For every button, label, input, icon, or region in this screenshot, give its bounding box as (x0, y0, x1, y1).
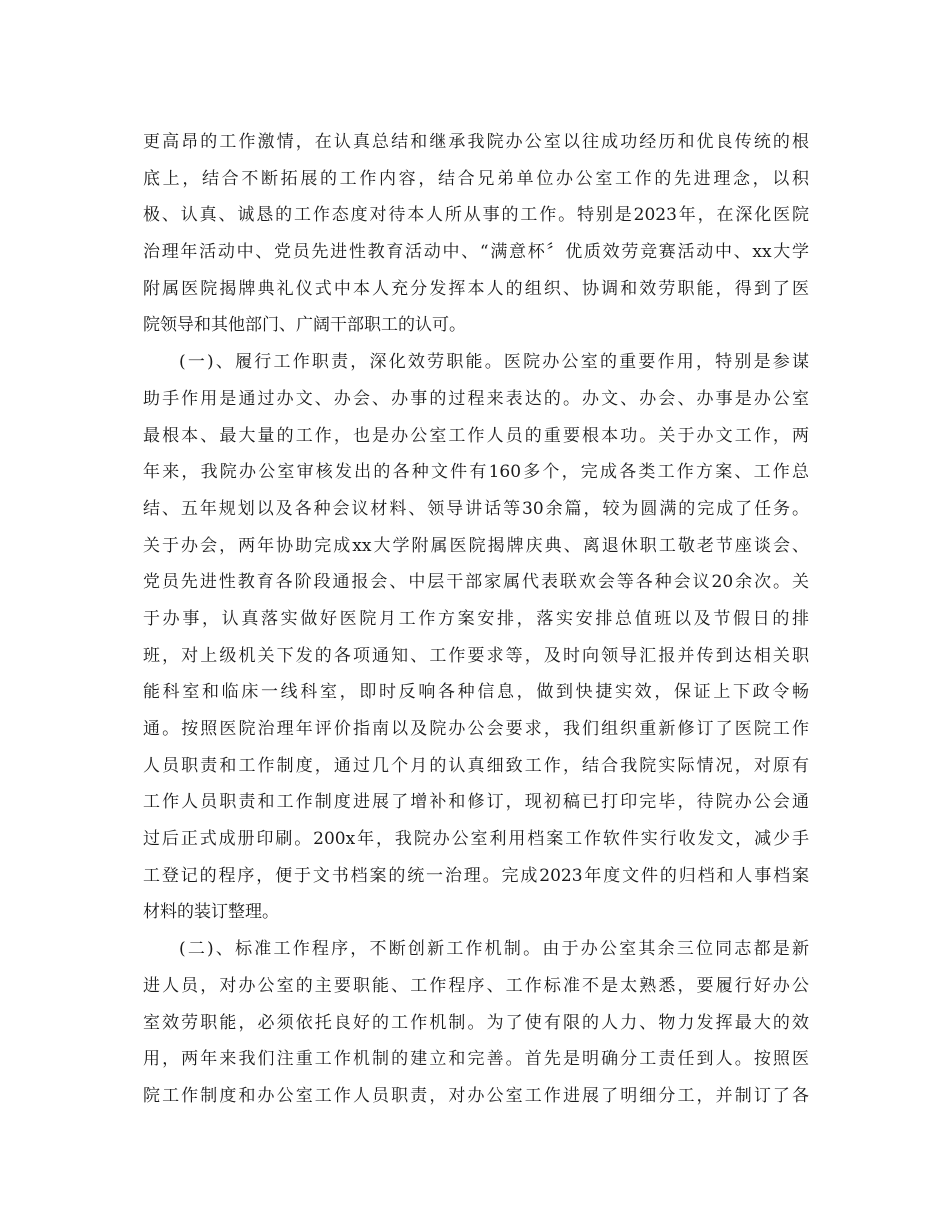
text-line: 关于办会，两年协助完成xx大学附属医院揭牌庆典、离退休职工敬老节座谈会、 (143, 535, 809, 556)
text-line-first: (一)、履行工作职责，深化效劳职能。医院办公室的重要作用，特别是参谋 (179, 352, 809, 373)
text-line: 于办事，认真落实做好医院月工作方案安排，落实安排总值班以及节假日的排 (143, 608, 809, 629)
text-line: 院工作制度和办公室工作人员职责，对办公室工作进展了明细分工，并制订了各 (143, 1085, 809, 1106)
text-line: 通。按照医院治理年评价指南以及院办公会要求，我们组织重新修订了医院工作 (143, 719, 809, 739)
text-line: 更高昂的工作激情，在认真总结和继承我院办公室以往成功经历和优良传统的根 (143, 132, 809, 152)
text-line: 室效劳职能，必须依托良好的工作机制。为了使有限的人力、物力发挥最大的效 (143, 1012, 809, 1033)
text-line: 进人员，对办公室的主要职能、工作程序、工作标准不是太熟悉，要履行好办公 (143, 975, 809, 996)
text-line: 材料的装订整理。 (143, 902, 279, 923)
text-line: 极、认真、诚恳的工作态度对待本人所从事的工作。特别是2023年，在深化医院 (143, 205, 809, 226)
text-line: 班，对上级机关下发的各项通知、工作要求等，及时向领导汇报并传到达相关职 (143, 645, 809, 666)
text-line: 人员职责和工作制度，通过几个月的认真细致工作，结合我院实际情况，对原有 (143, 755, 809, 776)
text-line: 助手作用是通过办文、办会、办事的过程来表达的。办文、办会、办事是办公室 (143, 388, 809, 409)
paragraph-2 (143, 344, 809, 931)
text-line: 用，两年来我们注重工作机制的建立和完善。首先是明确分工责任到人。按照医 (143, 1049, 809, 1070)
text-line-first: (二)、标准工作程序，不断创新工作机制。由于办公室其余三位同志都是新 (179, 939, 809, 960)
text-line: 能科室和临床一线科室，即时反响各种信息，做到快捷实效，保证上下政令畅 (143, 682, 809, 703)
document-body (143, 124, 809, 1115)
text-line: 工登记的程序，便于文书档案的统一治理。完成2023年度文件的归档和人事档案 (143, 865, 809, 886)
paragraph-1 (143, 124, 809, 344)
paragraph-3 (143, 931, 809, 1114)
text-line: 院领导和其他部门、广阔干部职工的认可。 (143, 315, 466, 336)
text-line: 年来，我院办公室审核发出的各种文件有160多个，完成各类工作方案、工作总 (143, 462, 809, 483)
text-line: 最根本、最大量的工作，也是办公室工作人员的重要根本功。关于办文工作，两 (143, 425, 809, 446)
text-line: 党员先进性教育各阶段通报会、中层干部家属代表联欢会等各种会议20余次。关 (143, 572, 809, 593)
text-line: 过后正式成册印刷。200x年，我院办公室利用档案工作软件实行收发文，减少手 (143, 829, 809, 850)
text-line: 工作人员职责和工作制度进展了增补和修订，现初稿已打印完毕，待院办公会通 (143, 792, 809, 813)
text-line: 结、五年规划以及各种会议材料、领导讲话等30余篇，较为圆满的完成了任务。 (143, 498, 809, 519)
text-line: 附属医院揭牌典礼仪式中本人充分发挥本人的组织、协调和效劳职能，得到了医 (143, 278, 809, 299)
text-line: 底上，结合不断拓展的工作内容，结合兄弟单位办公室工作的先进理念，以积 (143, 168, 809, 189)
text-line: 治理年活动中、党员先进性教育活动中、“满意杯〞优质效劳竞赛活动中、xx大学 (143, 242, 809, 263)
